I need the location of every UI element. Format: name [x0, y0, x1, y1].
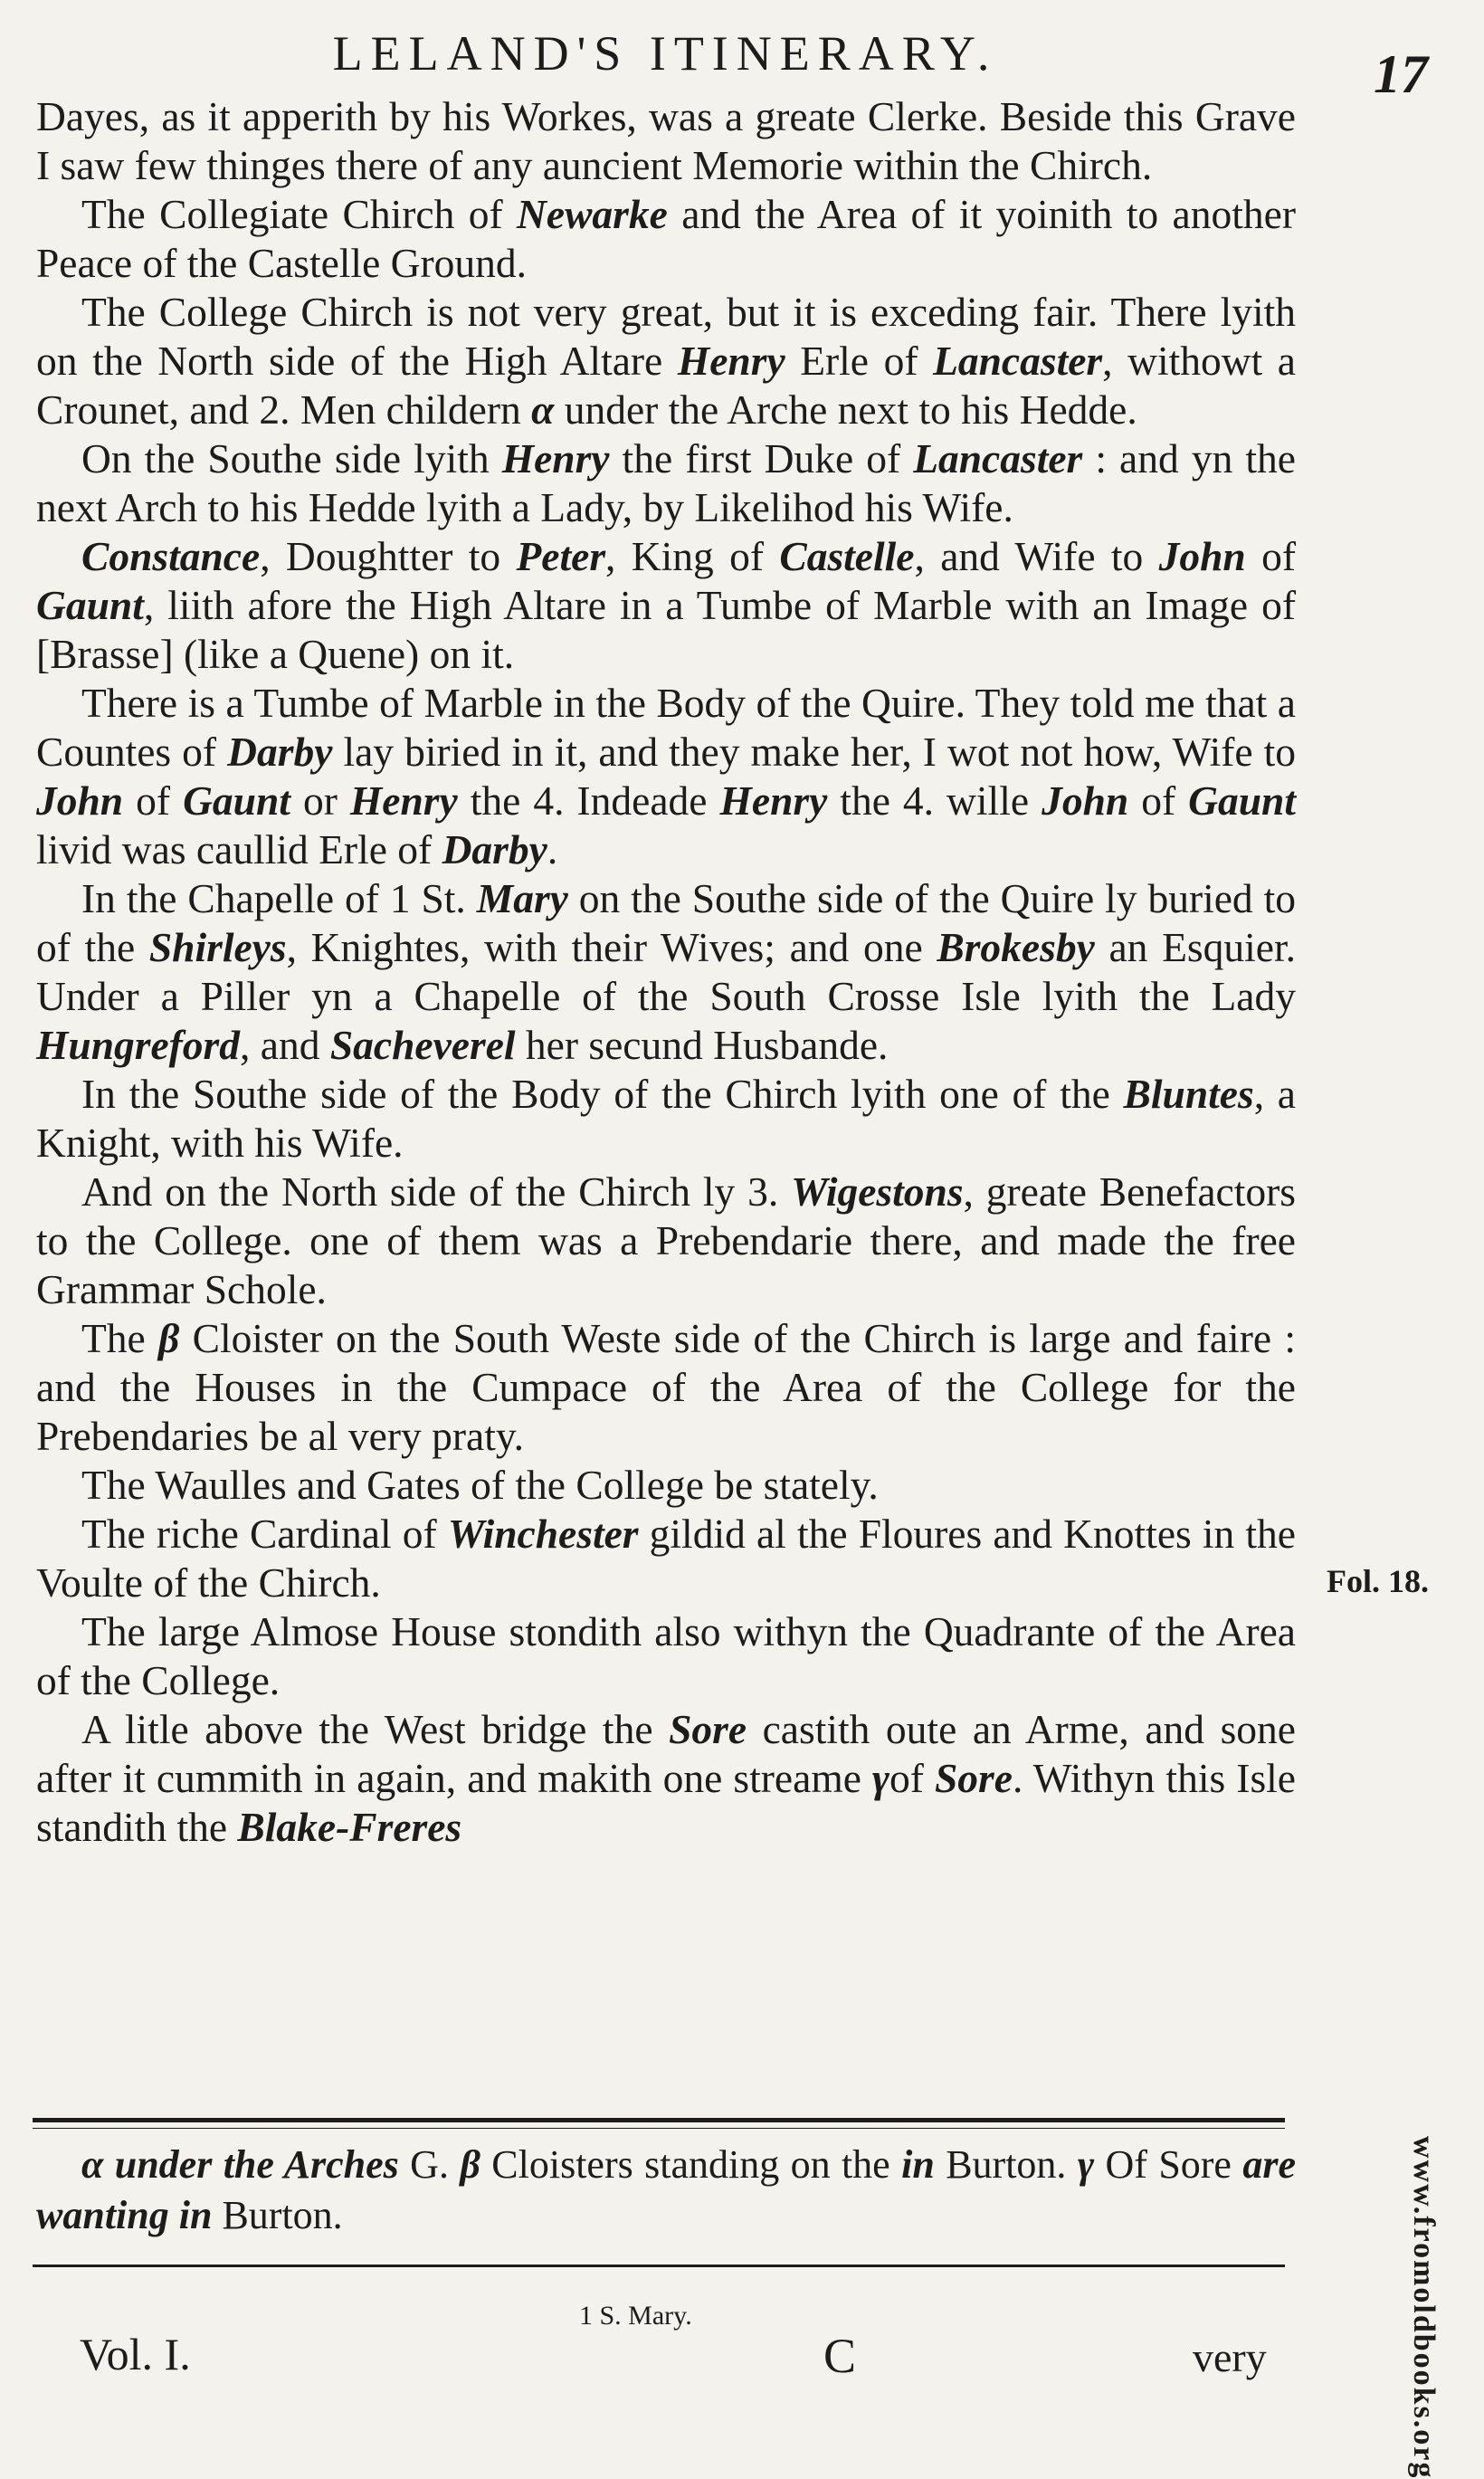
paragraph: And on the North side of the Chirch ly 3. Wigestons, greate Benefactors to the College. one of them was a Prebendarie there, and made the free Grammar Schole. — [36, 1168, 1296, 1312]
bottom-rule — [33, 2264, 1285, 2267]
paragraph: In the Southe side of the Body of the Chirch lyith one of the Bluntes, a Knight, with his Wife. — [36, 1071, 1296, 1166]
paragraph: The Collegiate Chirch of Newarke and the Area of it yoinith to another Peace of the Castelle Ground. — [36, 191, 1296, 286]
main-text — [36, 92, 1296, 1852]
footnote-marker: β — [158, 1315, 180, 1361]
folio-margin-note: Fol. 18. — [1327, 1563, 1429, 1599]
marginal-footnote: 1 S. Mary. — [579, 2301, 692, 2331]
paragraph: The riche Cardinal of Winchester gildid al the Floures and Knottes in the Voulte of the Chirch. — [36, 1511, 1296, 1606]
paragraph: A litle above the West bridge the Sore castith oute an Arme, and sone after it cummith in again, and makith one streame γof Sore. Withyn this Isle standith the Blake-Freres — [36, 1706, 1296, 1850]
paragraph: The Waulles and Gates of the College be stately. — [81, 1462, 879, 1508]
paragraph: There is a Tumbe of Marble in the Body of the Quire. They told me that a Countes of Darby lay biried in it, and they make her, I wot not how, Wife to John of Gaunt or Henry the 4. Indeade Henry the 4. wille John of Gaunt livid was caullid Erle of Darby. — [36, 680, 1297, 872]
running-title: LELAND'S ITINERARY. — [332, 26, 998, 81]
paragraph: The large Almose House stondith also withyn the Quadrante of the Area of the College. — [36, 1608, 1296, 1703]
catchword: very — [1193, 2334, 1267, 2380]
volume-signature: Vol. I. — [80, 2329, 191, 2379]
paragraph: Constance, Doughtter to Peter, King of Castelle, and Wife to John of Gaunt, liith afore the High Altare in a Tumbe of Marble with an Image of [Brasse] (like a Quene) on it. — [36, 533, 1296, 677]
watermark: www.fromoldbooks.org — [1407, 2136, 1441, 2479]
footnote-marker: γ — [872, 1755, 889, 1801]
signature-letter: C — [823, 2329, 857, 2383]
paragraph: The College Chirch is not very great, but it is exceding fair. There lyith on the North side of the High Altare Henry Erle of Lancaster, withowt a Crounet, and 2. Men childern α under the Arche next to his Hedde. — [36, 289, 1296, 433]
paragraph: In the Chapelle of 1 St. Mary on the Southe side of the Quire ly buried to of the Shirleys, Knightes, with their Wives; and one Brokesby an Esquier. Under a Piller yn a Chapelle of the South Crosse Isle lyith the Lady Hungreford, and Sacheverel her secund Husbande. — [36, 875, 1296, 1068]
page-number: 17 — [1374, 44, 1428, 104]
footnotes — [36, 2140, 1296, 2241]
footnote: α under the Arches G. β Cloisters standing on the in Burton. γ Of Sore are wanting in Burton. — [36, 2142, 1297, 2237]
footnote-rule — [33, 2118, 1285, 2122]
footnote-marker: α — [531, 386, 555, 433]
footnote-marker: 1 — [389, 875, 411, 921]
paragraph: The β Cloister on the South Weste side of the Chirch is large and faire : and the Houses in the Cumpace of the Area of the College for the Prebendaries be al very praty. — [36, 1315, 1296, 1459]
paragraph: On the Southe side lyith Henry the first Duke of Lancaster : and yn the next Arch to his Hedde lyith a Lady, by Likelihod his Wife. — [36, 435, 1296, 530]
footnote-rule-thin — [33, 2128, 1285, 2129]
paragraph: Dayes, as it apperith by his Workes, was a greate Clerke. Beside this Grave I saw few thinges there of any auncient Memorie within the Chirch. — [36, 93, 1296, 188]
